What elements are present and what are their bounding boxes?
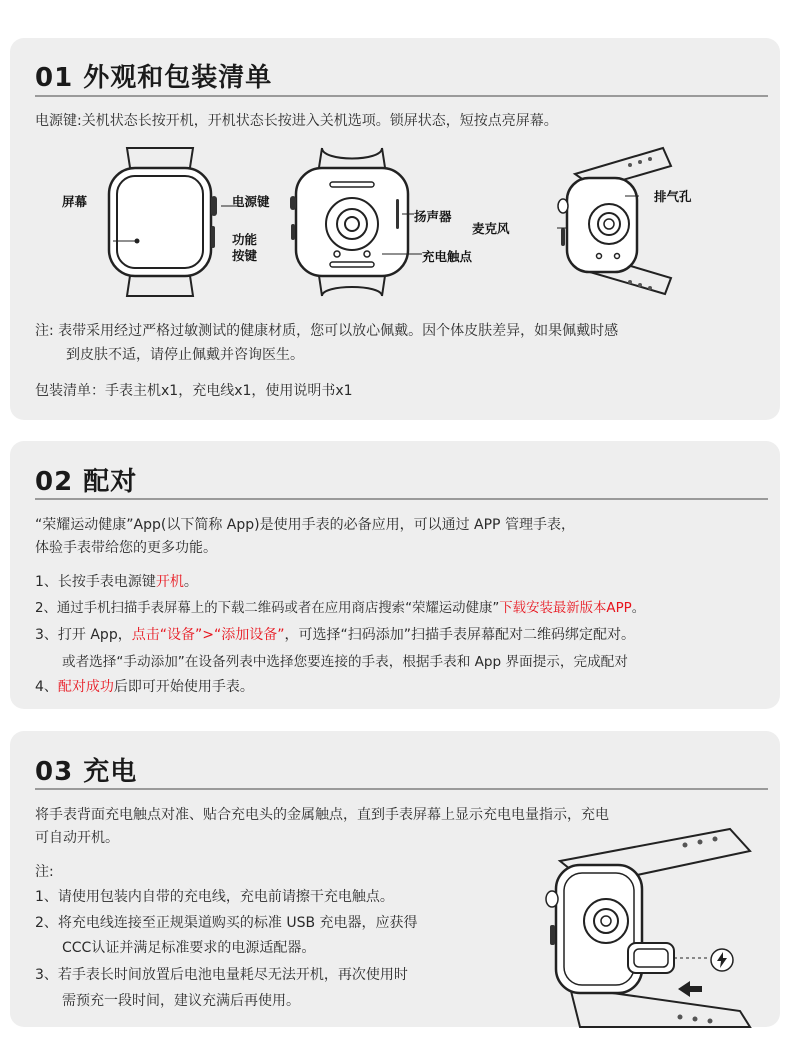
label-power-key: 电源键 bbox=[232, 194, 270, 209]
label-vent: 排气孔 bbox=[654, 189, 692, 204]
watch-front-illustration bbox=[95, 144, 225, 299]
section-charging-card bbox=[10, 731, 780, 1027]
watch-side-illustration bbox=[545, 144, 675, 299]
label-function-key-1: 功能 bbox=[232, 232, 258, 247]
note-line-2: 到皮肤不适，请停止佩戴并咨询医生。 bbox=[66, 347, 304, 363]
note-line-1: 注: 表带采用经过严格过敏测试的健康材质，您可以放心佩戴。因个体皮肤差异，如果佩戴时感 bbox=[35, 323, 619, 339]
label-charge-contacts: 充电触点 bbox=[422, 249, 473, 264]
label-microphone: 麦克风 bbox=[472, 221, 510, 236]
label-screen: 屏幕 bbox=[62, 194, 88, 209]
lightning-icon bbox=[709, 947, 735, 973]
package-list: 包装清单：手表主机x1，充电线x1，使用说明书x1 bbox=[35, 383, 353, 399]
section-title: 02 配对 bbox=[35, 467, 138, 497]
charging-intro-2: 可自动开机。 bbox=[35, 830, 119, 846]
step-2: 2、通过手机扫描手表屏幕上的下载二维码或者在应用商店搜索“荣耀运动健康”下载安装最新版本APP。 bbox=[35, 601, 646, 616]
charging-note-2-line-1: 2、将充电线连接至正规渠道购买的标准 USB 充电器，应获得 bbox=[35, 915, 418, 931]
step-1: 1、长按手表电源键开机。 bbox=[35, 574, 198, 590]
section-divider bbox=[35, 95, 768, 97]
step-3: 3、打开 App，点击“设备”>“添加设备”，可选择“扫码添加”扫描手表屏幕配对二维码绑定配对。 bbox=[35, 627, 635, 643]
watch-back-illustration bbox=[282, 144, 422, 299]
label-function-key-2: 按键 bbox=[232, 248, 258, 263]
section-divider bbox=[35, 498, 768, 500]
step-4: 4、配对成功后即可开始使用手表。 bbox=[35, 679, 254, 695]
section-divider bbox=[35, 788, 768, 790]
section-title: 03 充电 bbox=[35, 757, 138, 787]
charging-note-3-line-1: 3、若手表长时间放置后电池电量耗尽无法开机，再次使用时 bbox=[35, 967, 408, 983]
charging-note-1: 1、请使用包装内自带的充电线，充电前请擦干充电触点。 bbox=[35, 889, 394, 905]
pairing-intro-2: 体验手表带给您的更多功能。 bbox=[35, 540, 217, 556]
section-pairing-card bbox=[10, 441, 780, 709]
charging-note-2-line-2: CCC认证并满足标准要求的电源适配器。 bbox=[62, 940, 316, 956]
power-key-description: 电源键:关机状态长按开机，开机状态长按进入关机选项。锁屏状态，短按点亮屏幕。 bbox=[35, 113, 558, 129]
pairing-intro-1: “荣耀运动健康”App(以下简称 App)是使用手表的必备应用，可以通过 APP 管理手表， bbox=[35, 517, 575, 533]
charging-note-3-line-2: 需预充一段时间，建议充满后再使用。 bbox=[62, 993, 300, 1009]
arrow-left-icon bbox=[678, 981, 702, 997]
step-3-line-2: 或者选择“手动添加”在设备列表中选择您要连接的手表，根据手表和 App 界面提示，完成配对 bbox=[62, 654, 628, 670]
label-speaker: 扬声器 bbox=[414, 209, 452, 224]
section-appearance-card bbox=[10, 38, 780, 420]
charging-note-label: 注: bbox=[35, 864, 54, 880]
charging-illustration bbox=[530, 821, 780, 1027]
charging-intro-1: 将手表背面充电触点对准、贴合充电头的金属触点，直到手表屏幕上显示充电电量指示，充电 bbox=[35, 807, 609, 823]
section-title: 01 外观和包装清单 bbox=[35, 63, 273, 93]
